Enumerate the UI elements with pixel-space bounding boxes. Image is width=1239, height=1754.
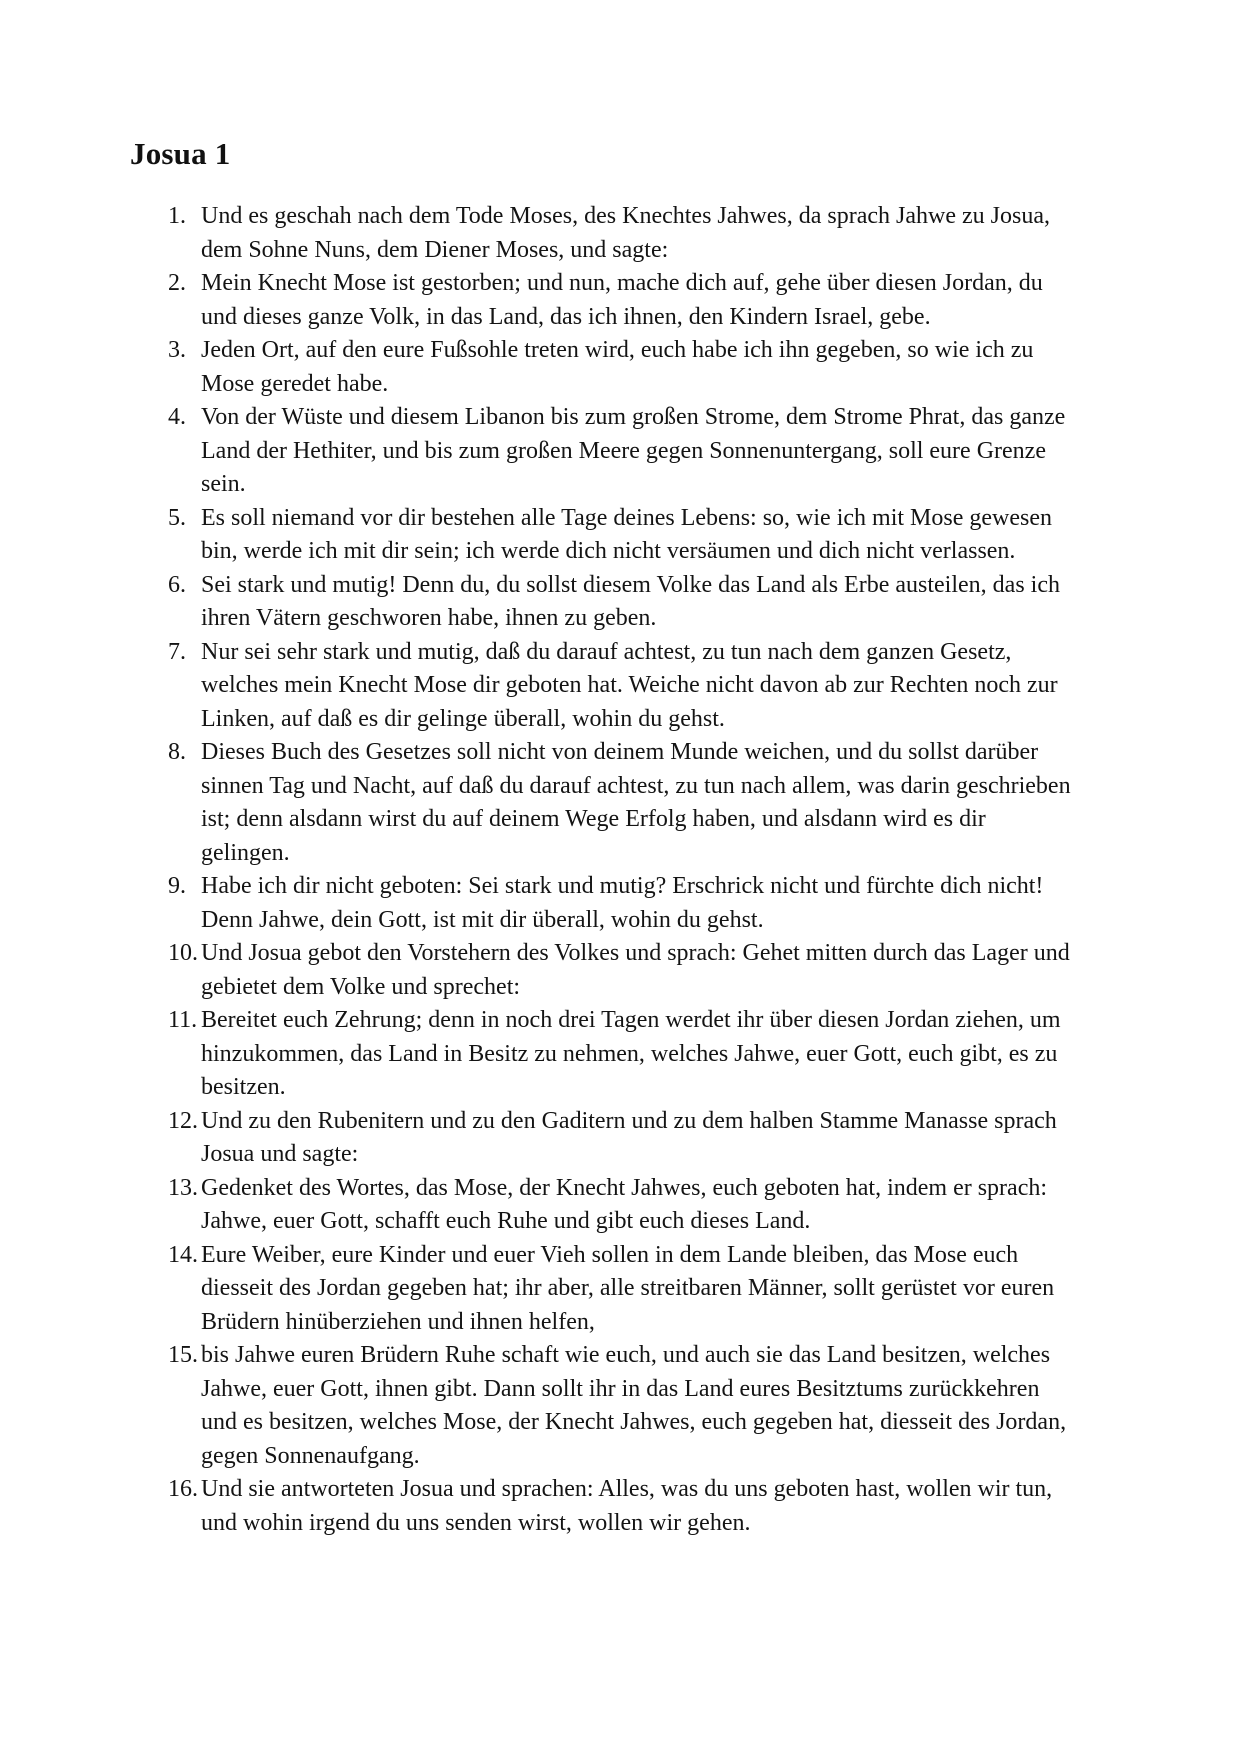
verse-item-3 [168, 334, 1080, 401]
verse-number: 10. [168, 940, 198, 966]
verse-text: Und Josua gebot den Vorstehern des Volkes und sprach: Gehet mitten durch das Lager und gebietet dem Volke und sprechet: [201, 940, 1070, 1000]
verse-text: Habe ich dir nicht geboten: Sei stark und mutig? Erschrick nicht und fürchte dich nicht! Denn Jahwe, dein Gott, ist mit dir überall, wohin du gehst. [201, 873, 1044, 933]
verse-number: 13. [168, 1174, 198, 1201]
verse-text: Sei stark und mutig! Denn du, du sollst diesem Volke das Land als Erbe austeilen, das ich ihren Vätern geschworen habe, ihnen zu geben. [201, 571, 1060, 631]
verse-text: Und es geschah nach dem Tode Moses, des Knechtes Jahwes, da sprach Jahwe zu Josua, dem Sohne Nuns, dem Diener Moses, und sagte: [201, 203, 1050, 263]
verse-number: 8. [168, 739, 186, 765]
page-title: Josua 1 [130, 136, 231, 171]
verse-item-4 [168, 401, 1080, 502]
verse-text: Nur sei sehr stark und mutig, daß du darauf achtest, zu tun nach dem ganzen Gesetz, welches mein Knecht Mose dir geboten hat. Weiche nicht davon ab zur Rechten noch zur Linken, auf daß es dir gelinge überall, wohin du gehst. [201, 638, 1058, 732]
verse-text: Mein Knecht Mose ist gestorben; und nun, mache dich auf, gehe über diesen Jordan, du und dieses ganze Volk, in das Land, das ich ihnen, den Kindern Israel, gebe. [201, 270, 1043, 330]
verse-list [168, 200, 1080, 1540]
verse-item-7 [168, 636, 1080, 737]
verse-number: 16. [168, 1476, 198, 1502]
verse-item-6 [168, 569, 1080, 636]
verse-text: Und sie antworteten Josua und sprachen: Alles, was du uns geboten hast, wollen wir tun, und wohin irgend du uns senden wirst, wollen wir gehen. [201, 1476, 1053, 1536]
verse-text: bis Jahwe euren Brüdern Ruhe schaft wie euch, und auch sie das Land besitzen, welches Jahwe, euer Gott, ihnen gibt. Dann sollt ihr in das Land eures Besitztums zurückkehren und es besitzen, welches Mose, der Knecht Jahwes, euch gegeben hat, diesseit des Jordan, gegen Sonnenaufgang. [201, 1342, 1067, 1469]
verse-item-10 [168, 937, 1080, 1004]
verse-number: 11. [168, 1007, 198, 1033]
verse-item-8 [168, 736, 1080, 870]
verse-number: 1. [168, 203, 186, 229]
verse-number: 14. [168, 1241, 198, 1268]
verse-number: 6. [168, 571, 186, 598]
verse-number: 2. [168, 270, 186, 296]
verse-number: 9. [168, 873, 186, 899]
verse-number: 7. [168, 638, 186, 665]
verse-item-9 [168, 870, 1080, 937]
verse-number: 15. [168, 1342, 198, 1368]
verse-item-11 [168, 1004, 1080, 1105]
verse-text: Von der Wüste und diesem Libanon bis zum großen Strome, dem Strome Phrat, das ganze Land der Hethiter, und bis zum großen Meere gegen Sonnenuntergang, soll eure Grenze sein. [201, 404, 1066, 497]
verse-item-5 [168, 502, 1080, 569]
verse-item-14 [168, 1239, 1080, 1340]
verse-item-2 [168, 267, 1080, 334]
verse-text: Jeden Ort, auf den eure Fußsohle treten wird, euch habe ich ihn gegeben, so wie ich zu Mose geredet habe. [201, 337, 1034, 397]
verse-number: 12. [168, 1107, 198, 1134]
verse-text: Dieses Buch des Gesetzes soll nicht von deinem Munde weichen, und du sollst darüber sinnen Tag und Nacht, auf daß du darauf achtest, zu tun nach allem, was darin geschrieben ist; denn alsdann wirst du auf deinem Wege Erfolg haben, und alsdann wird es dir gelingen. [201, 739, 1071, 866]
verse-text: Gedenket des Wortes, das Mose, der Knecht Jahwes, euch geboten hat, indem er sprach: Jahwe, euer Gott, schafft euch Ruhe und gibt euch dieses Land. [201, 1174, 1048, 1234]
verse-item-12 [168, 1105, 1080, 1172]
verse-text: Es soll niemand vor dir bestehen alle Tage deines Lebens: so, wie ich mit Mose gewesen bin, werde ich mit dir sein; ich werde dich nicht versäumen und dich nicht verlassen. [201, 504, 1052, 564]
verse-item-16 [168, 1473, 1080, 1540]
verse-text: Bereitet euch Zehrung; denn in noch drei Tagen werdet ihr über diesen Jordan ziehen, um hinzukommen, das Land in Besitz zu nehmen, welches Jahwe, euer Gott, euch gibt, es zu besitzen. [201, 1007, 1061, 1100]
verse-item-13 [168, 1172, 1080, 1239]
verse-number: 5. [168, 504, 186, 531]
verse-item-1 [168, 200, 1080, 267]
verse-text: Eure Weiber, eure Kinder und euer Vieh sollen in dem Lande bleiben, das Mose euch diesseit des Jordan gegeben hat; ihr aber, alle streitbaren Männer, sollt gerüstet vor euren Brüdern hinüberziehen und ihnen helfen, [201, 1241, 1055, 1335]
verse-number: 4. [168, 404, 186, 430]
verse-text: Und zu den Rubenitern und zu den Gaditern und zu dem halben Stamme Manasse sprach Josua und sagte: [201, 1107, 1057, 1167]
verse-item-15 [168, 1339, 1080, 1473]
verse-number: 3. [168, 337, 186, 363]
